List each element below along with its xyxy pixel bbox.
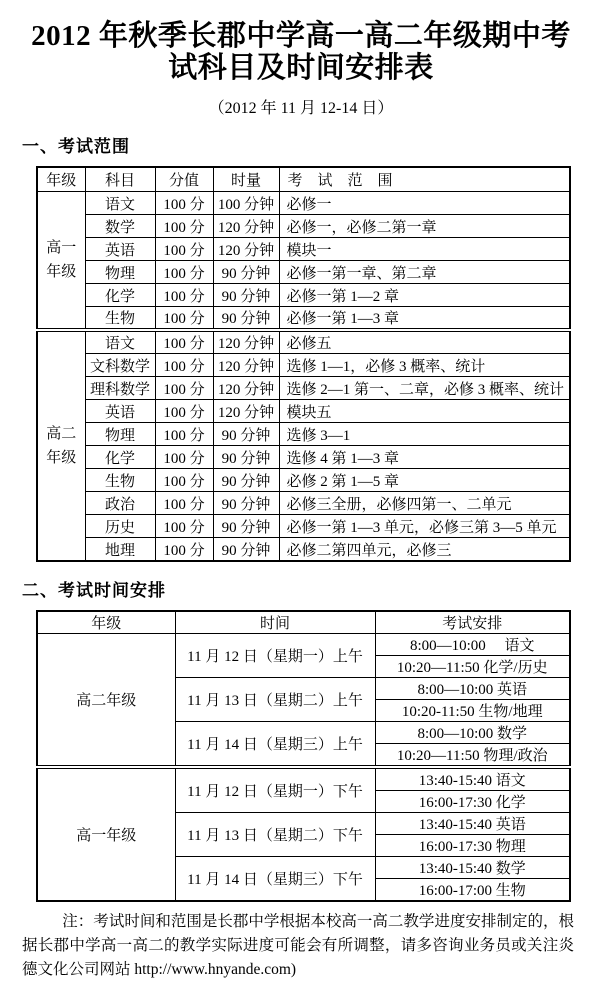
duration-cell: 120 分钟: [213, 238, 279, 261]
exam-slot-cell: 10:20-11:50 生物/地理: [375, 700, 570, 722]
exam-range-cell: 必修一第一章、第二章: [279, 261, 570, 284]
grade-cell: 高一年级: [37, 767, 175, 901]
scope-header-range: 考 试 范 围: [279, 167, 570, 192]
duration-cell: 120 分钟: [213, 330, 279, 354]
duration-cell: 90 分钟: [213, 284, 279, 307]
score-cell: 100 分: [155, 400, 213, 423]
subject-cell: 历史: [85, 515, 155, 538]
exam-range-cell: 选修 2—1 第一、二章，必修 3 概率、统计: [279, 377, 570, 400]
page-subtitle: （2012 年 11 月 12-14 日）: [208, 99, 394, 117]
score-cell: 100 分: [155, 238, 213, 261]
duration-cell: 120 分钟: [213, 215, 279, 238]
subject-cell: 生物: [85, 307, 155, 331]
exam-scope-table: [36, 166, 571, 562]
scope-header-subject: 科目: [85, 167, 155, 192]
exam-range-cell: 选修 1—1，必修 3 概率、统计: [279, 354, 570, 377]
scope-row: [37, 469, 570, 492]
schedule-row: [37, 634, 570, 656]
subject-cell: 语文: [85, 330, 155, 354]
exam-range-cell: 必修三全册，必修四第一、二单元: [279, 492, 570, 515]
grade-cell: 高二 年级: [37, 330, 85, 561]
exam-range-cell: 选修 3—1: [279, 423, 570, 446]
exam-slot-cell: 16:00-17:30 物理: [375, 835, 570, 857]
subject-cell: 理科数学: [85, 377, 155, 400]
duration-cell: 120 分钟: [213, 354, 279, 377]
subject-cell: 数学: [85, 215, 155, 238]
duration-cell: 90 分钟: [213, 538, 279, 561]
scope-row: [37, 492, 570, 515]
exam-slot-cell: 13:40-15:40 语文: [375, 767, 570, 791]
scope-row: [37, 354, 570, 377]
score-cell: 100 分: [155, 492, 213, 515]
exam-range-cell: 必修一第 1—3 章: [279, 307, 570, 331]
score-cell: 100 分: [155, 377, 213, 400]
subject-cell: 物理: [85, 423, 155, 446]
subject-cell: 英语: [85, 238, 155, 261]
duration-cell: 100 分钟: [213, 192, 279, 215]
duration-cell: 90 分钟: [213, 469, 279, 492]
time-cell: 11 月 14 日（星期三）下午: [175, 857, 375, 902]
subject-cell: 语文: [85, 192, 155, 215]
score-cell: 100 分: [155, 307, 213, 331]
exam-slot-cell: 8:00—10:00 语文: [375, 634, 570, 656]
page-title: 2012 年秋季长郡中学高一高二年级期中考 试科目及时间安排表: [31, 20, 571, 85]
schedule-row: [37, 767, 570, 791]
schedule-header-row: [37, 611, 570, 634]
schedule-table-body: [37, 634, 570, 902]
exam-slot-cell: 8:00—10:00 英语: [375, 678, 570, 700]
scope-row: [37, 192, 570, 215]
exam-range-cell: 必修一，必修二第一章: [279, 215, 570, 238]
exam-slot-cell: 8:00—10:00 数学: [375, 722, 570, 744]
scope-row: [37, 238, 570, 261]
scope-row: [37, 423, 570, 446]
score-cell: 100 分: [155, 423, 213, 446]
subject-cell: 化学: [85, 446, 155, 469]
exam-range-cell: 必修一第 1—3 单元，必修三第 3—5 单元: [279, 515, 570, 538]
schedule-header-time: 时间: [175, 611, 375, 634]
subject-cell: 英语: [85, 400, 155, 423]
score-cell: 100 分: [155, 261, 213, 284]
exam-slot-cell: 13:40-15:40 数学: [375, 857, 570, 879]
exam-slot-cell: 16:00-17:30 化学: [375, 791, 570, 813]
subject-cell: 政治: [85, 492, 155, 515]
score-cell: 100 分: [155, 515, 213, 538]
exam-range-cell: 模块五: [279, 400, 570, 423]
scope-row: [37, 446, 570, 469]
scope-row: [37, 538, 570, 561]
subject-cell: 文科数学: [85, 354, 155, 377]
subject-cell: 物理: [85, 261, 155, 284]
schedule-table: [36, 610, 571, 903]
scope-row: [37, 330, 570, 354]
score-cell: 100 分: [155, 354, 213, 377]
time-cell: 11 月 12 日（星期一）下午: [175, 767, 375, 813]
score-cell: 100 分: [155, 215, 213, 238]
exam-range-cell: 必修 2 第 1—5 章: [279, 469, 570, 492]
duration-cell: 120 分钟: [213, 377, 279, 400]
grade-cell: 高一 年级: [37, 192, 85, 331]
time-cell: 11 月 13 日（星期二）下午: [175, 813, 375, 857]
duration-cell: 90 分钟: [213, 423, 279, 446]
exam-range-cell: 选修 4 第 1—3 章: [279, 446, 570, 469]
subject-cell: 化学: [85, 284, 155, 307]
time-cell: 11 月 13 日（星期二）上午: [175, 678, 375, 722]
scope-header-duration: 时量: [213, 167, 279, 192]
exam-range-cell: 模块一: [279, 238, 570, 261]
section2-heading: 二、考试时间安排: [22, 580, 166, 600]
scope-header-grade: 年级: [37, 167, 85, 192]
score-cell: 100 分: [155, 330, 213, 354]
grade-cell: 高二年级: [37, 634, 175, 768]
score-cell: 100 分: [155, 446, 213, 469]
exam-scope-table-body: [37, 192, 570, 561]
exam-slot-cell: 10:20—11:50 化学/历史: [375, 656, 570, 678]
scope-row: [37, 515, 570, 538]
schedule-header-arrangement: 考试安排: [375, 611, 570, 634]
duration-cell: 120 分钟: [213, 400, 279, 423]
subject-cell: 生物: [85, 469, 155, 492]
scope-row: [37, 261, 570, 284]
exam-range-cell: 必修一第 1—2 章: [279, 284, 570, 307]
score-cell: 100 分: [155, 192, 213, 215]
subject-cell: 地理: [85, 538, 155, 561]
scope-header-row: [37, 167, 570, 192]
score-cell: 100 分: [155, 469, 213, 492]
scope-row: [37, 284, 570, 307]
duration-cell: 90 分钟: [213, 261, 279, 284]
note-text: 注：考试时间和范围是长郡中学根据本校高一高二教学进度安排制定的，根据长郡中学高一高二的教学实际进度可能会有所调整，请多咨询业务员或关注炎德文化公司网站 http://www.hnyande.com): [22, 913, 574, 979]
schedule-header-grade: 年级: [37, 611, 175, 634]
scope-row: [37, 307, 570, 331]
scope-row: [37, 400, 570, 423]
exam-slot-cell: 13:40-15:40 英语: [375, 813, 570, 835]
duration-cell: 90 分钟: [213, 492, 279, 515]
time-cell: 11 月 14 日（星期三）上午: [175, 722, 375, 768]
duration-cell: 90 分钟: [213, 515, 279, 538]
exam-slot-cell: 10:20—11:50 物理/政治: [375, 744, 570, 768]
exam-range-cell: 必修一: [279, 192, 570, 215]
section1-heading: 一、考试范围: [22, 136, 130, 156]
scope-row: [37, 215, 570, 238]
time-cell: 11 月 12 日（星期一）上午: [175, 634, 375, 678]
exam-range-cell: 必修五: [279, 330, 570, 354]
score-cell: 100 分: [155, 538, 213, 561]
scope-row: [37, 377, 570, 400]
scope-header-score: 分值: [155, 167, 213, 192]
duration-cell: 90 分钟: [213, 446, 279, 469]
exam-range-cell: 必修二第四单元，必修三: [279, 538, 570, 561]
duration-cell: 90 分钟: [213, 307, 279, 331]
exam-slot-cell: 16:00-17:00 生物: [375, 879, 570, 902]
score-cell: 100 分: [155, 284, 213, 307]
